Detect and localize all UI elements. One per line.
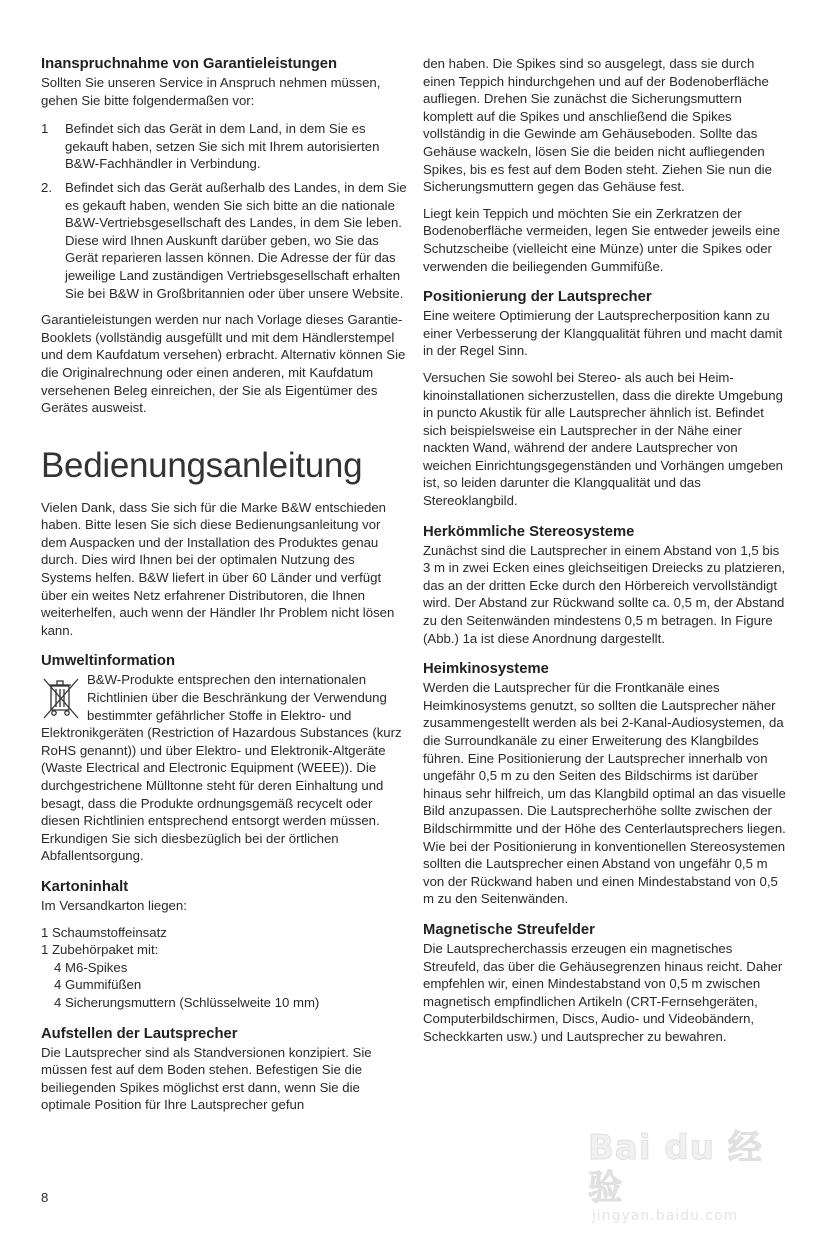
magnetic-heading: Magnetische Streufelder — [423, 921, 595, 938]
warranty-steps-list — [41, 120, 407, 302]
watermark-logo — [588, 1128, 783, 1224]
homecinema-heading: Heimkinosysteme — [423, 661, 549, 678]
environment-heading: Umweltinformation — [41, 653, 175, 670]
warranty-intro: Sollten Sie unseren Service in Anspruch nehmen müssen, gehen Sie bitte folgendermaßen vor: — [41, 75, 381, 108]
list-item: 4 M6-Spikes — [54, 959, 128, 975]
step-text: Befindet sich das Gerät außerhalb des Landes, in dem Sie es gekauft haben, wenden Sie sich bitte an die nationale B&W-Vertriebsgesellschaft des Landes, in dem Sie leben. Diese wird Ihnen Auskunft darüber geben, wo Sie das Gerät reparieren lassen können. Die Adresse der für das jeweilige Land zuständigen Vertriebsgesellschaft erhalten Sie bei B&W in Großbritannien oder über unsere Website. — [65, 179, 407, 301]
warranty-closing: Garantieleistungen werden nur nach Vorlage dieses Garantie-Booklets (vollständig ausgefüllt und mit dem Händlerstempel und dem Kaufdatum versehen) erbracht. Alternativ können Sie die Originalrechnung oder einen anderen, mit Kaufdatum versehenen Beleg einreichen, der Sie als Eigentümer des Gerätes ausweist. — [41, 312, 406, 416]
list-item: 4 Sicherungsmuttern (Schlüsselweite 10 mm) — [54, 994, 320, 1010]
crossed-out-bin-icon — [41, 675, 81, 721]
environment-text: B&W-Produkte entsprechen den internationalen Richtlinien über die Beschränkung der Verwendung bestimmter gefährlicher Stoffe in Elektro- und Elektronikgeräten (Restriction of Hazardous Substances (kurz RoHS genannt)) und über Elektro- und Elektronik-Altgeräte (Waste Electrical and Electronic Equipment (WEEE)). Die durchgestrichene Mülltonne steht für deren Einhaltung und besagt, dass die Produkte ordnungsgemäß recycelt oder diesen Richtlinien entsprechend entsorgt werden müssen. Erkundigen Sie sich diesbezüglich bei der örtlichen Abfallentsorgung. — [41, 672, 402, 864]
setup-paragraph-2: Liegt kein Teppich und möchten Sie ein Zerkratzen der Bodenoberfläche vermeiden, legen Sie entweder jeweils eine Schutzscheibe (vielleicht eine Münze) unter die Spikes oder verwenden die beiliegenden Gummifüße. — [423, 205, 781, 274]
setup-continued-text: den haben. Die Spikes sind so ausgelegt, dass sie durch einen Teppich hindurchgehen und auf der Bodenoberfläche aufliegen. Drehen Sie zunächst die Sicherungsmuttern komplett auf die Spikes und anschließend die Spikes vollständig in die Gewinde am Gehäuseboden. Sollte das Gehäuse wackeln, lösen Sie die beiden nicht aufliegenden Spikes, bis es fest auf dem Boden steht. Ziehen Sie nun die Sicherungsmuttern gegen das Gehäuse fest. — [423, 56, 772, 195]
magnetic-text: Die Lautsprecherchassis erzeugen ein magnetisches Streufeld, das über die Gehäusegrenzen hinaus reicht. Daher empfehlen wir, einen Mindestabstand von 0,5 m zwischen magnetisch empfindlichen Artikeln (CRT-Fernsehgeräten, Computerbildschirmen, Discs, Audio- und Videobändern, Scheckkarten usw.) und Lautsprecher zu bewahren. — [423, 940, 783, 1044]
page-number: 8 — [41, 1190, 49, 1205]
positioning-heading: Positionierung der Lautsprecher — [423, 289, 652, 306]
carton-intro: Im Versandkarton liegen: — [41, 897, 187, 913]
warranty-step — [41, 120, 407, 173]
watermark-url: jingyan.baidu.com — [592, 1208, 739, 1224]
environment-block — [41, 671, 407, 865]
stereo-heading: Herkömmliche Stereosysteme — [423, 523, 635, 540]
warranty-step — [41, 179, 407, 302]
positioning-paragraph-1: Eine weitere Optimierung der Lautsprecherposition kann zu einer Verbesserung der Klangqualität führen und macht damit in der Regel Sinn. — [423, 308, 783, 359]
warranty-heading: Inanspruchnahme von Garantieleistungen — [41, 56, 337, 72]
positioning-paragraph-2: Versuchen Sie sowohl bei Stereo- als auch bei Heimkinoinstallationen sicherzustellen, dass die direkte Umgebung in puncto Akustik für alle Lautsprecher ähnlich ist. Befindet sich beispielsweise ein Lautsprecher in der Nähe einer nackten Wand, während der andere Lautsprecher von weichen Einrichtungsgegenständen und Vorhängen umgeben ist, so leiden darunter die Klangqualität und das Stereoklangbild. — [423, 369, 784, 509]
manual-title: Bedienungsanleitung — [41, 445, 363, 485]
homecinema-text: Werden die Lautsprecher für die Frontkanäle eines Heimkinosystems genutzt, so sollten die Lautsprecher näher zusammengestellt werden als bei 2-Kanal-Audiosystemen, da die Surroundkanäle zu einer Erweiterung des Klangbildes führen. Eine Positionierung der Lautsprecher innerhalb von ungefähr 0,5 m zu den Seiten des Bildschirms ist darüber hinaus sehr hilfreich, um das Klangbild optimal an das visuelle Bild anzupassen. Die Lautsprecherhöhe sollte zwischen der Bildschirmmitte und der Höhe des Centerlautsprechers liegen. Wie bei der Positionierung in konventionellen Stereosystemen sollten die Lautsprecher einen Abstand von ungefähr 0,5 m von der Rückwand haben und einen Mindestabstand von 0,5 m zu den Seitenwänden. — [423, 680, 786, 907]
step-text: Befindet sich das Gerät in dem Land, in dem Sie es gekauft haben, setzen Sie sich mit Ihrem autorisierten B&W-Fachhändler in Verbindung. — [65, 121, 380, 172]
list-item: 1 Zubehörpaket mit: — [41, 942, 159, 958]
carton-heading: Kartoninhalt — [41, 878, 129, 895]
watermark-brand: Bai du 经验 — [588, 1128, 763, 1208]
left-column — [41, 55, 407, 1114]
step-number: 2. — [41, 179, 52, 195]
carton-contents-list — [41, 924, 407, 1012]
manual-intro: Vielen Dank, dass Sie sich für die Marke B&W entschieden haben. Bitte lesen Sie sich diese Bedienungsanleitung vor dem Auspacken und der Installation des Produktes genau durch. Dies wird Ihnen bei der optimalen Nutzung des Systems helfen. B&W liefert in über 60 Länder und verfügt über ein weites Netz erfahrener Distributoren, die Ihnen weiterhelfen, auch wenn der Händler Ihr Problem nicht lösen kann. — [41, 499, 395, 638]
setup-text: Die Lautsprecher sind als Standversionen konzipiert. Sie müssen fest auf dem Boden stehen. Befestigen Sie die beiliegenden Spikes möglichst erst dann, wenn Sie die optimale Position für Ihre Lautsprecher gefun — [41, 1044, 372, 1113]
right-column — [423, 55, 789, 1046]
list-item: 4 Gummifüßen — [54, 977, 142, 993]
setup-heading: Aufstellen der Lautsprecher — [41, 1025, 238, 1042]
step-number: 1 — [41, 121, 49, 137]
list-item: 1 Schaumstoffeinsatz — [41, 924, 167, 940]
stereo-text: Zunächst sind die Lautsprecher in einem Abstand von 1,5 bis 3 m in zwei Ecken eines gleichseitigen Dreiecks zu platzieren, das an der dritten Ecke durch den Hörbereich vervollständigt wird. Der Abstand zur Rückwand sollte ca. 0,5 m, der Abstand zu den Seitenwänden mindestens 0,5 m betragen. In Figure (Abb.) 1a ist diese Anordnung dargestellt. — [423, 542, 786, 646]
